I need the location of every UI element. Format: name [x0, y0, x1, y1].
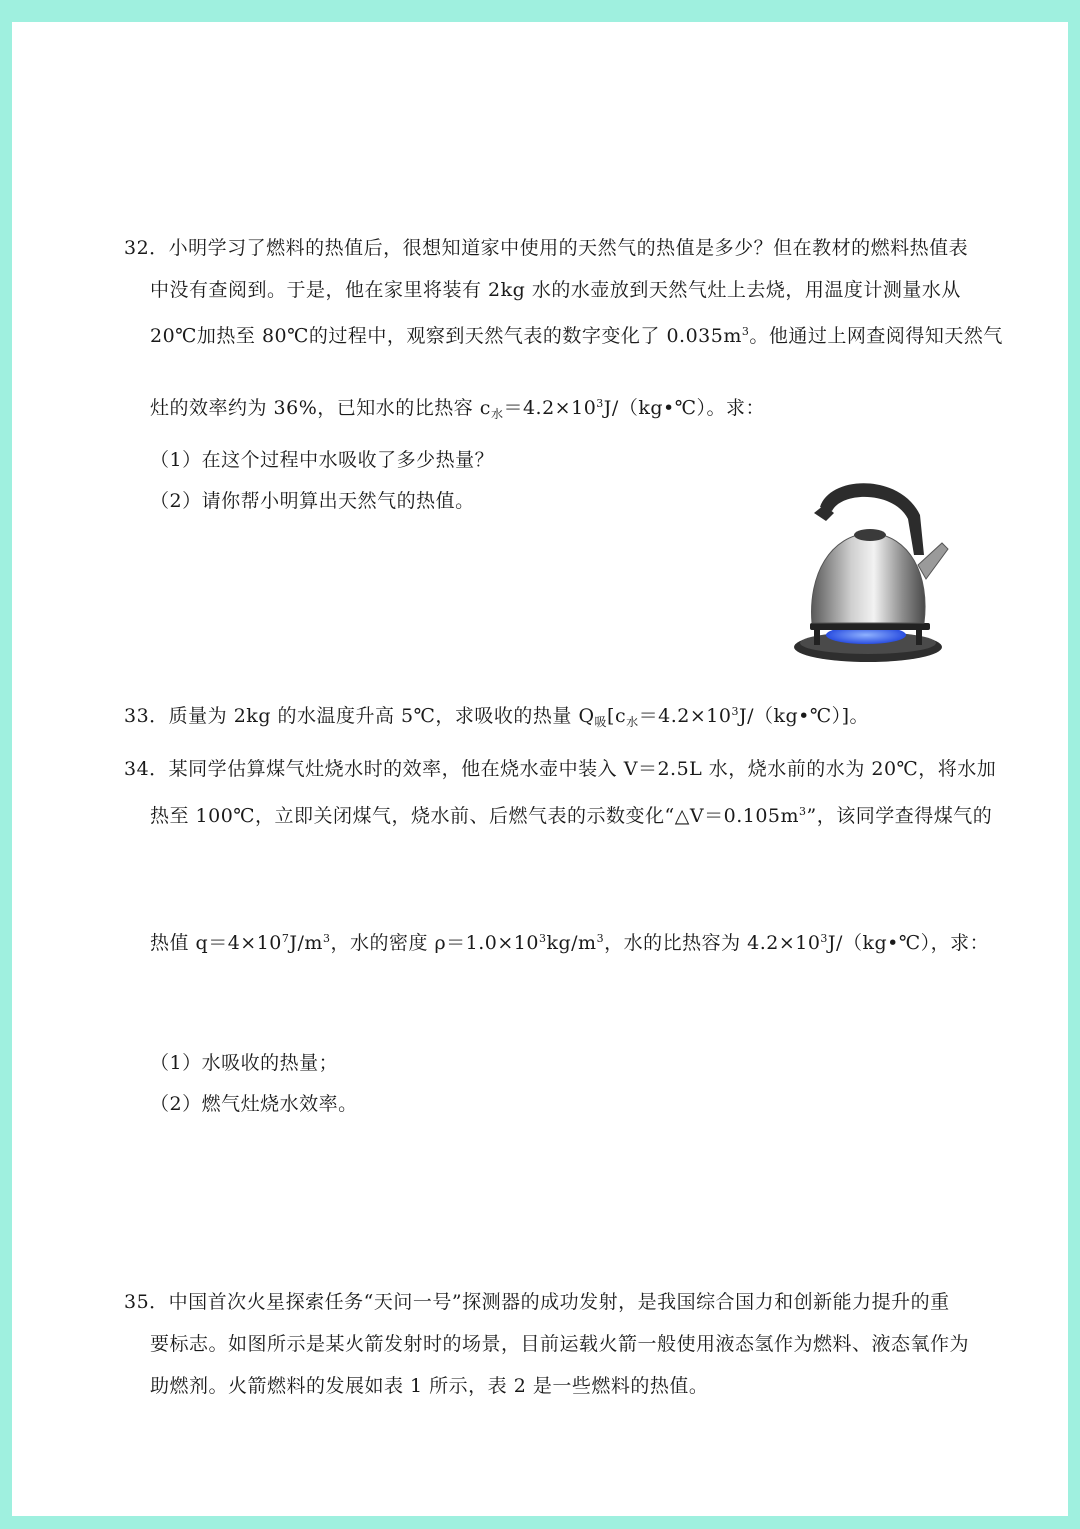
q35-line-3: 助燃剂。火箭燃料的发展如表 1 所示，表 2 是一些燃料的热值。: [150, 1375, 709, 1397]
q34-line-3: 热值 $q=4\times 10^7J/m^3$，水的密度 $\rho=1.0\times 10^3kg/m^3$，水的比热容为 $4.2\times 10^3J/(kg•℃)$，求：: [150, 932, 990, 954]
q32-part-1: （1）在这个过程中水吸收了多少热量？: [150, 449, 495, 471]
q34-line-1: 34．某同学估算煤气灶烧水时的效率，他在烧水壶中装入 V＝2.5L 水，烧水前的水为 20℃，将水加: [124, 758, 997, 780]
q32-line-4: 灶的效率约为 36%，已知水的比热容 $c_水=4.2\times 10^3J/(kg•℃)$。求：: [150, 397, 765, 421]
q34-part-2: （2）燃气灶烧水效率。: [150, 1093, 358, 1115]
q32-line-3: 20℃加热至 80℃的过程中，观察到天然气表的数字变化了 $0.035m^3$。他通过上网查阅得知天然气: [150, 325, 1003, 347]
q33-line: 33．质量为 2kg 的水温度升高 5℃，求吸收的热量 $Q_吸[c_水=4.2\times 10^3J/(kg•℃)]$。: [124, 705, 870, 729]
q32-part-2: （2）请你帮小明算出天然气的热值。: [150, 490, 475, 512]
kettle-on-stove-illustration: [790, 455, 950, 670]
q35-line-1: 35．中国首次火星探索任务“天问一号”探测器的成功发射，是我国综合国力和创新能力提升的重: [124, 1291, 950, 1313]
q34-part-1: （1）水吸收的热量；: [150, 1052, 339, 1074]
q34-line-2: 热至 100℃，立即关闭煤气，烧水前、后燃气表的示数变化“$\triangle V=0.105m^3$”，该同学查得煤气的: [150, 805, 993, 827]
q35-line-2: 要标志。如图所示是某火箭发射时的场景，目前运载火箭一般使用液态氢作为燃料、液态氧作为: [150, 1333, 970, 1355]
q32-line-2: 中没有查阅到。于是，他在家里将装有 2kg 水的水壶放到天然气灶上去烧，用温度计测量水从: [150, 279, 961, 301]
worksheet-page: [12, 22, 1068, 1516]
q32-line-1: 32．小明学习了燃料的热值后，很想知道家中使用的天然气的热值是多少？但在教材的燃料热值表: [124, 237, 969, 259]
